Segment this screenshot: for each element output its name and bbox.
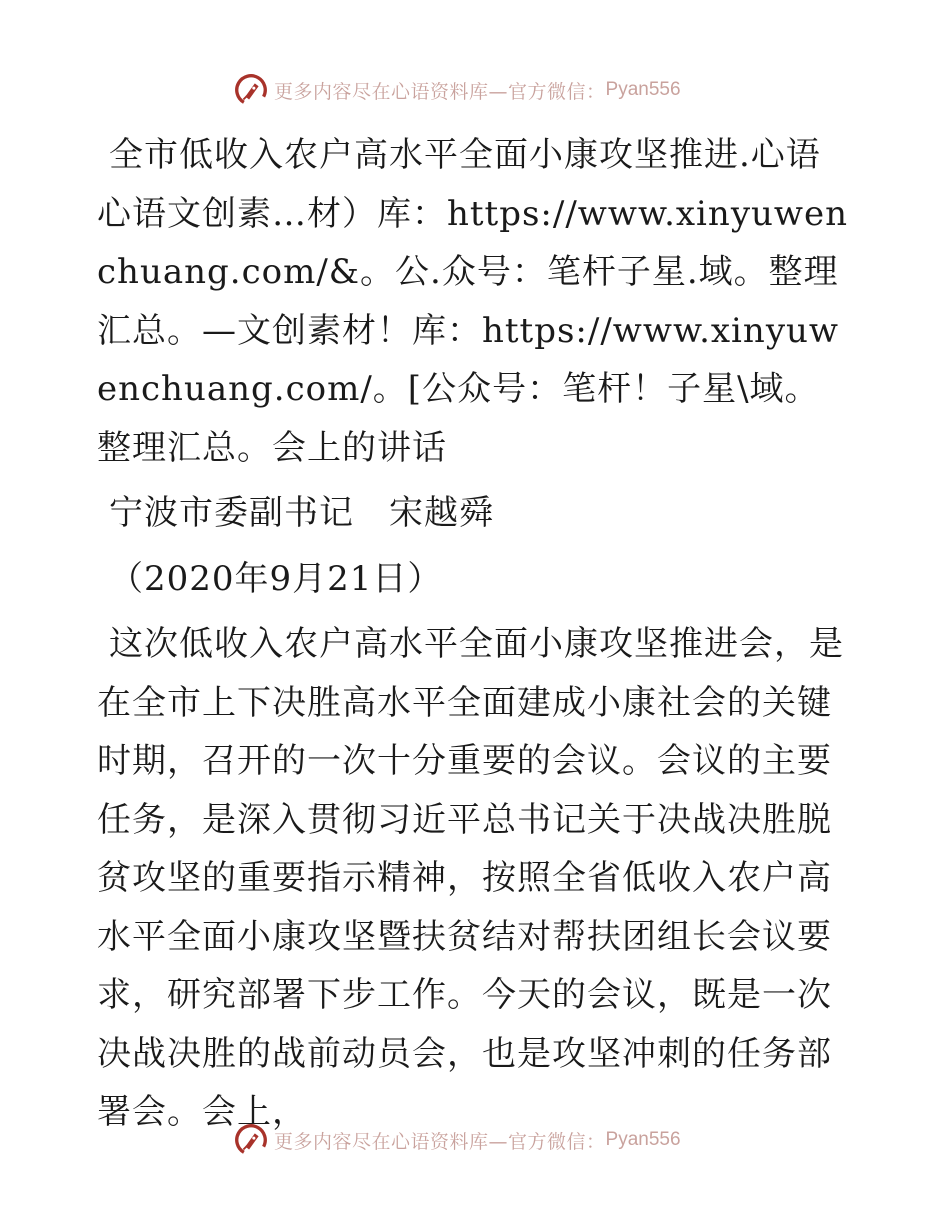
header-watermark-banner: [232, 70, 752, 110]
footer-watermark-banner: [232, 1120, 752, 1160]
banner-wechat-id: Pyan556: [605, 1129, 681, 1150]
pen-nib-circle-icon: [232, 71, 270, 109]
banner-text: 更多内容尽在心语资料库—官方微信：: [274, 1130, 606, 1153]
pen-nib-circle-icon: [232, 1121, 270, 1159]
paragraph-date: （2020年9月21日）: [109, 558, 443, 599]
document-body: [97, 126, 852, 1142]
paragraph-author: 宁波市委副书记 宋越舜: [109, 493, 494, 533]
banner-wechat-id: Pyan556: [605, 79, 681, 100]
banner-text: 更多内容尽在心语资料库—官方微信：: [274, 80, 606, 103]
paragraph-body: 这次低收入农户高水平全面小康攻坚推进会，是在全市上下决胜高水平全面建成小康社会的关键时期，召开的一次十分重要的会议。会议的主要任务，是深入贯彻习近平总书记关于决战决胜脱贫攻坚的重要指示精神，按照全省低收入农户高水平全面小康攻坚暨扶贫结对帮扶团组长会议要求，研究部署下步工作。今天的会议，既是一次决战决胜的战前动员会，也是攻坚冲刺的任务部署会。会上，: [97, 624, 844, 1132]
paragraph-title: 全市低收入农户高水平全面小康攻坚推进.心语心语文创素…材）库：https://www.xinyuwenchuang.com/&。公.众号：笔杆子星.域。整理汇总。—文创素材！库：https://www.xinyuwenchuang.com/。[公众号：笔杆！子星\域。整理汇总。会上的讲话: [97, 135, 849, 468]
